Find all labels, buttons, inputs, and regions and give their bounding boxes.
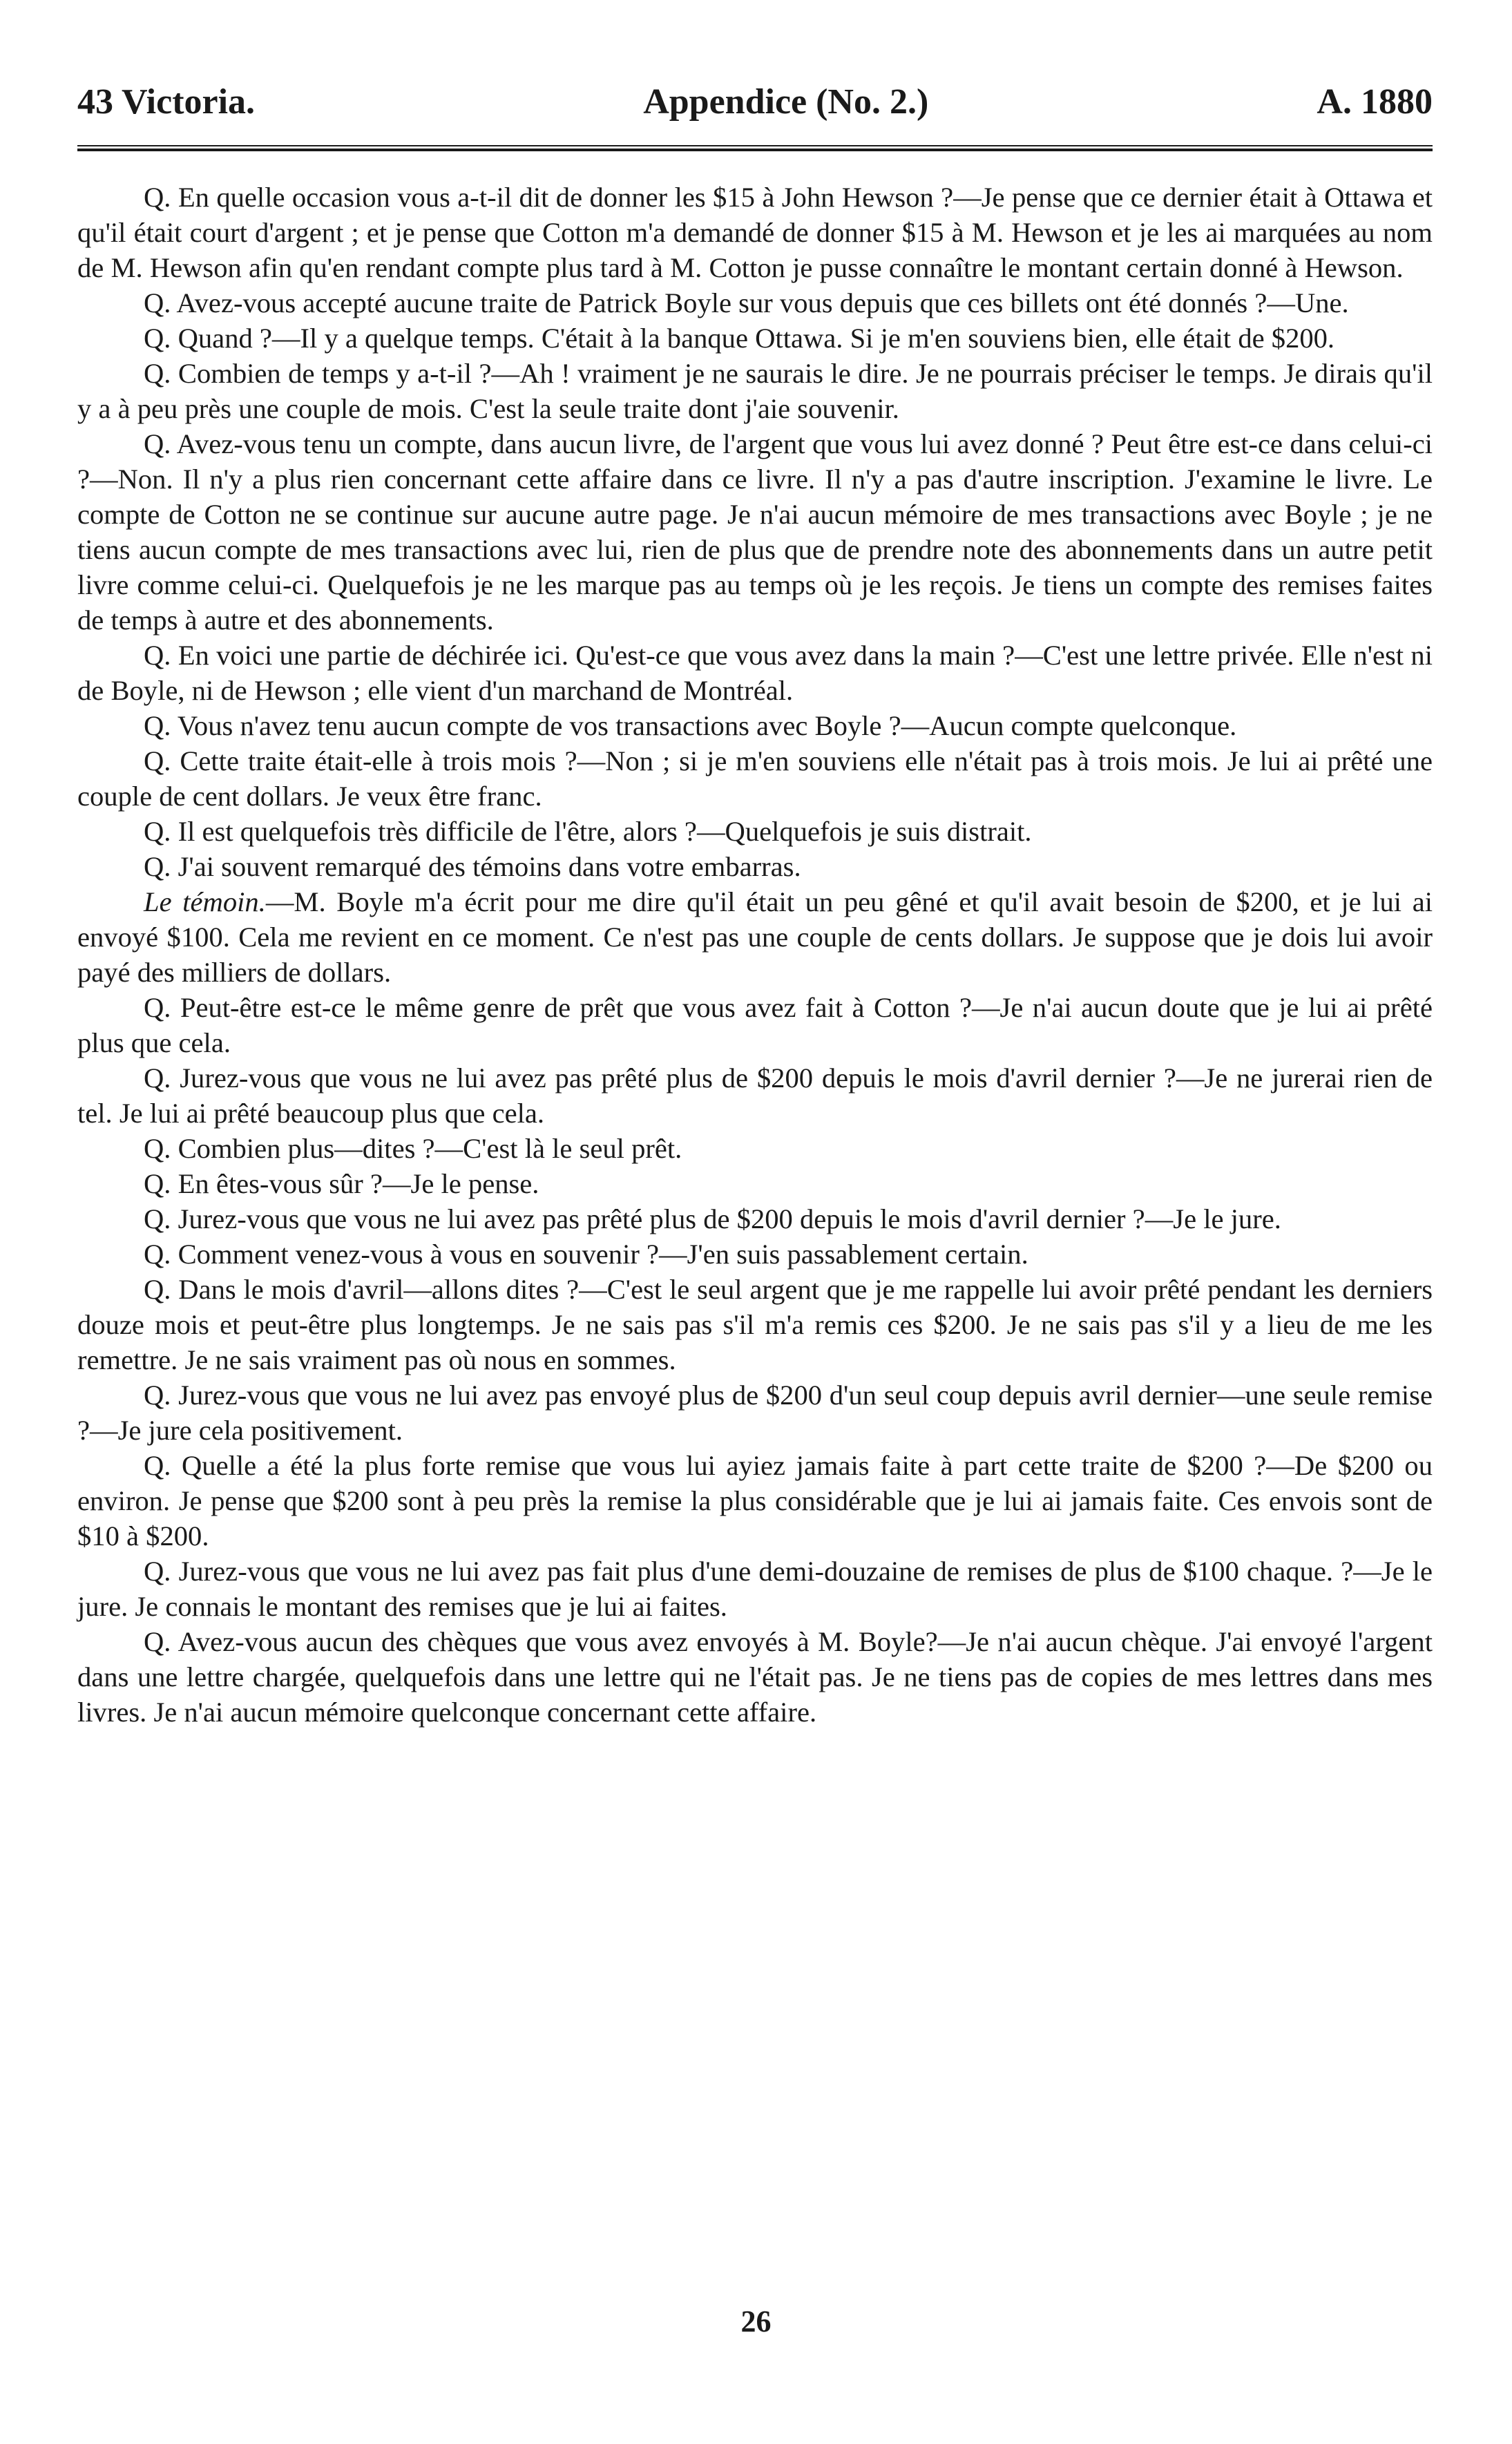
paragraph: Q. Jurez-vous que vous ne lui avez pas envoyé plus de $200 d'un seul coup depuis avril dernier—une seule remise ?—Je jure cela positivement. (77, 1379, 1433, 1446)
paragraph: Q. J'ai souvent remarqué des témoins dans votre embarras. (144, 851, 801, 882)
paragraph: Q. Vous n'avez tenu aucun compte de vos transactions avec Boyle ?—Aucun compte quelconque. (144, 710, 1237, 741)
testimony-body (77, 180, 1433, 1730)
paragraph: Q. Comment venez-vous à vous en souvenir ?—J'en suis passablement certain. (144, 1239, 1028, 1270)
witness-text: —M. Boyle m'a écrit pour me dire qu'il était un peu gêné et qu'il avait besoin de $200, et je lui ai envoyé $100. Cela me revient en ce moment. Ce n'est pas une couple de cents dollars. Je suppose que je dois lui avoir payé des milliers de dollars. (77, 886, 1433, 988)
header-left: 43 Victoria. (77, 82, 256, 122)
page-number: 26 (740, 2304, 772, 2338)
paragraph: Q. Cette traite était-elle à trois mois ?—Non ; si je m'en souviens elle n'était pas à trois mois. Je lui ai prêté une couple de cent dollars. Je veux être franc. (77, 745, 1433, 812)
header-right: A. 1880 (1317, 82, 1433, 122)
paragraph: Q. En êtes-vous sûr ?—Je le pense. (144, 1168, 539, 1199)
document-page (77, 82, 1433, 1730)
paragraph: Q. Combien de temps y a-t-il ?—Ah ! vraiment je ne saurais le dire. Je ne pourrais préciser le temps. Je dirais qu'il y a à peu près une couple de mois. C'est la seule traite dont j'aie souvenir. (77, 358, 1433, 424)
paragraph: Q. Avez-vous accepté aucune traite de Patrick Boyle sur vous depuis que ces billets ont été donnés ?—Une. (144, 287, 1349, 318)
paragraph: Q. Peut-être est-ce le même genre de prêt que vous avez fait à Cotton ?—Je n'ai aucun doute que je lui ai prêté plus que cela. (77, 992, 1433, 1058)
paragraph: Q. Quelle a été la plus forte remise que vous lui ayiez jamais faite à part cette traite de $200 ?—De $200 ou environ. Je pense que $200 sont à peu près la remise la plus considérable que je lui ai jamais faite. Ces envois sont de $10 à $200. (77, 1450, 1433, 1552)
paragraph: Q. En quelle occasion vous a-t-il dit de donner les $15 à John Hewson ?—Je pense que ce dernier était à Ottawa et qu'il était court d'argent ; et je pense que Cotton m'a demandé de donner $15 à M. Hewson et je les ai marquées au nom de M. Hewson afin qu'en rendant compte plus tard à M. Cotton je pusse connaître le montant certain donné à Hewson. (77, 182, 1433, 283)
paragraph: Q. En voici une partie de déchirée ici. Qu'est-ce que vous avez dans la main ?—C'est une lettre privée. Elle n'est ni de Boyle, ni de Hewson ; elle vient d'un marchand de Montréal. (77, 640, 1433, 706)
paragraph: Q. Jurez-vous que vous ne lui avez pas prêté plus de $200 depuis le mois d'avril dernier ?—Je ne jurerai rien de tel. Je lui ai prêté beaucoup plus que cela. (77, 1062, 1433, 1129)
paragraph: Q. Avez-vous tenu un compte, dans aucun livre, de l'argent que vous lui avez donné ? Peut être est-ce dans celui-ci ?—Non. Il n'y a plus rien concernant cette affaire dans ce livre. Il n'y a pas d'autre inscription. J'examine le livre. Le compte de Cotton ne se continue sur aucune autre page. Je n'ai aucun mémoire de mes transactions avec Boyle ; je ne tiens aucun compte de mes transactions avec lui, rien de plus que de prendre note des abonnements dans un autre petit livre comme celui-ci. Quelquefois je ne les marque pas au temps où je les reçois. Je tiens un compte des remises faites de temps à autre et des abonnements. (77, 428, 1433, 636)
paragraph: Q. Avez-vous aucun des chèques que vous avez envoyés à M. Boyle?—Je n'ai aucun chèque. J'ai envoyé l'argent dans une lettre chargée, quelquefois dans une lettre qui ne l'était pas. Je ne tiens pas de copies de mes lettres dans mes livres. Je n'ai aucun mémoire quelconque concernant cette affaire. (77, 1626, 1433, 1728)
paragraph: Q. Jurez-vous que vous ne lui avez pas fait plus d'une demi-douzaine de remises de plus de $100 chaque. ?—Je le jure. Je connais le montant des remises que je lui ai faites. (77, 1556, 1433, 1622)
paragraph: Q. Jurez-vous que vous ne lui avez pas prêté plus de $200 depuis le mois d'avril dernier ?—Je le jure. (144, 1203, 1281, 1234)
paragraph: Q. Quand ?—Il y a quelque temps. C'était à la banque Ottawa. Si je m'en souviens bien, elle était de $200. (144, 323, 1335, 354)
running-header (77, 82, 1433, 130)
witness-paragraph (77, 884, 1433, 990)
speaker-label: Le témoin. (144, 886, 266, 917)
paragraph: Q. Combien plus—dites ?—C'est là le seul prêt. (144, 1133, 682, 1164)
header-rule (77, 145, 1433, 155)
paragraph: Q. Dans le mois d'avril—allons dites ?—C'est le seul argent que je me rappelle lui avoir prêté pendant les derniers douze mois et peut-être plus longtemps. Je ne sais pas s'il m'a remis ces $200. Je ne sais pas s'il y a lieu de me les remettre. Je ne sais vraiment pas où nous en sommes. (77, 1274, 1433, 1375)
header-center: Appendice (No. 2.) (643, 82, 929, 122)
paragraph: Q. Il est quelquefois très difficile de l'être, alors ?—Quelquefois je suis distrait. (144, 816, 1032, 847)
